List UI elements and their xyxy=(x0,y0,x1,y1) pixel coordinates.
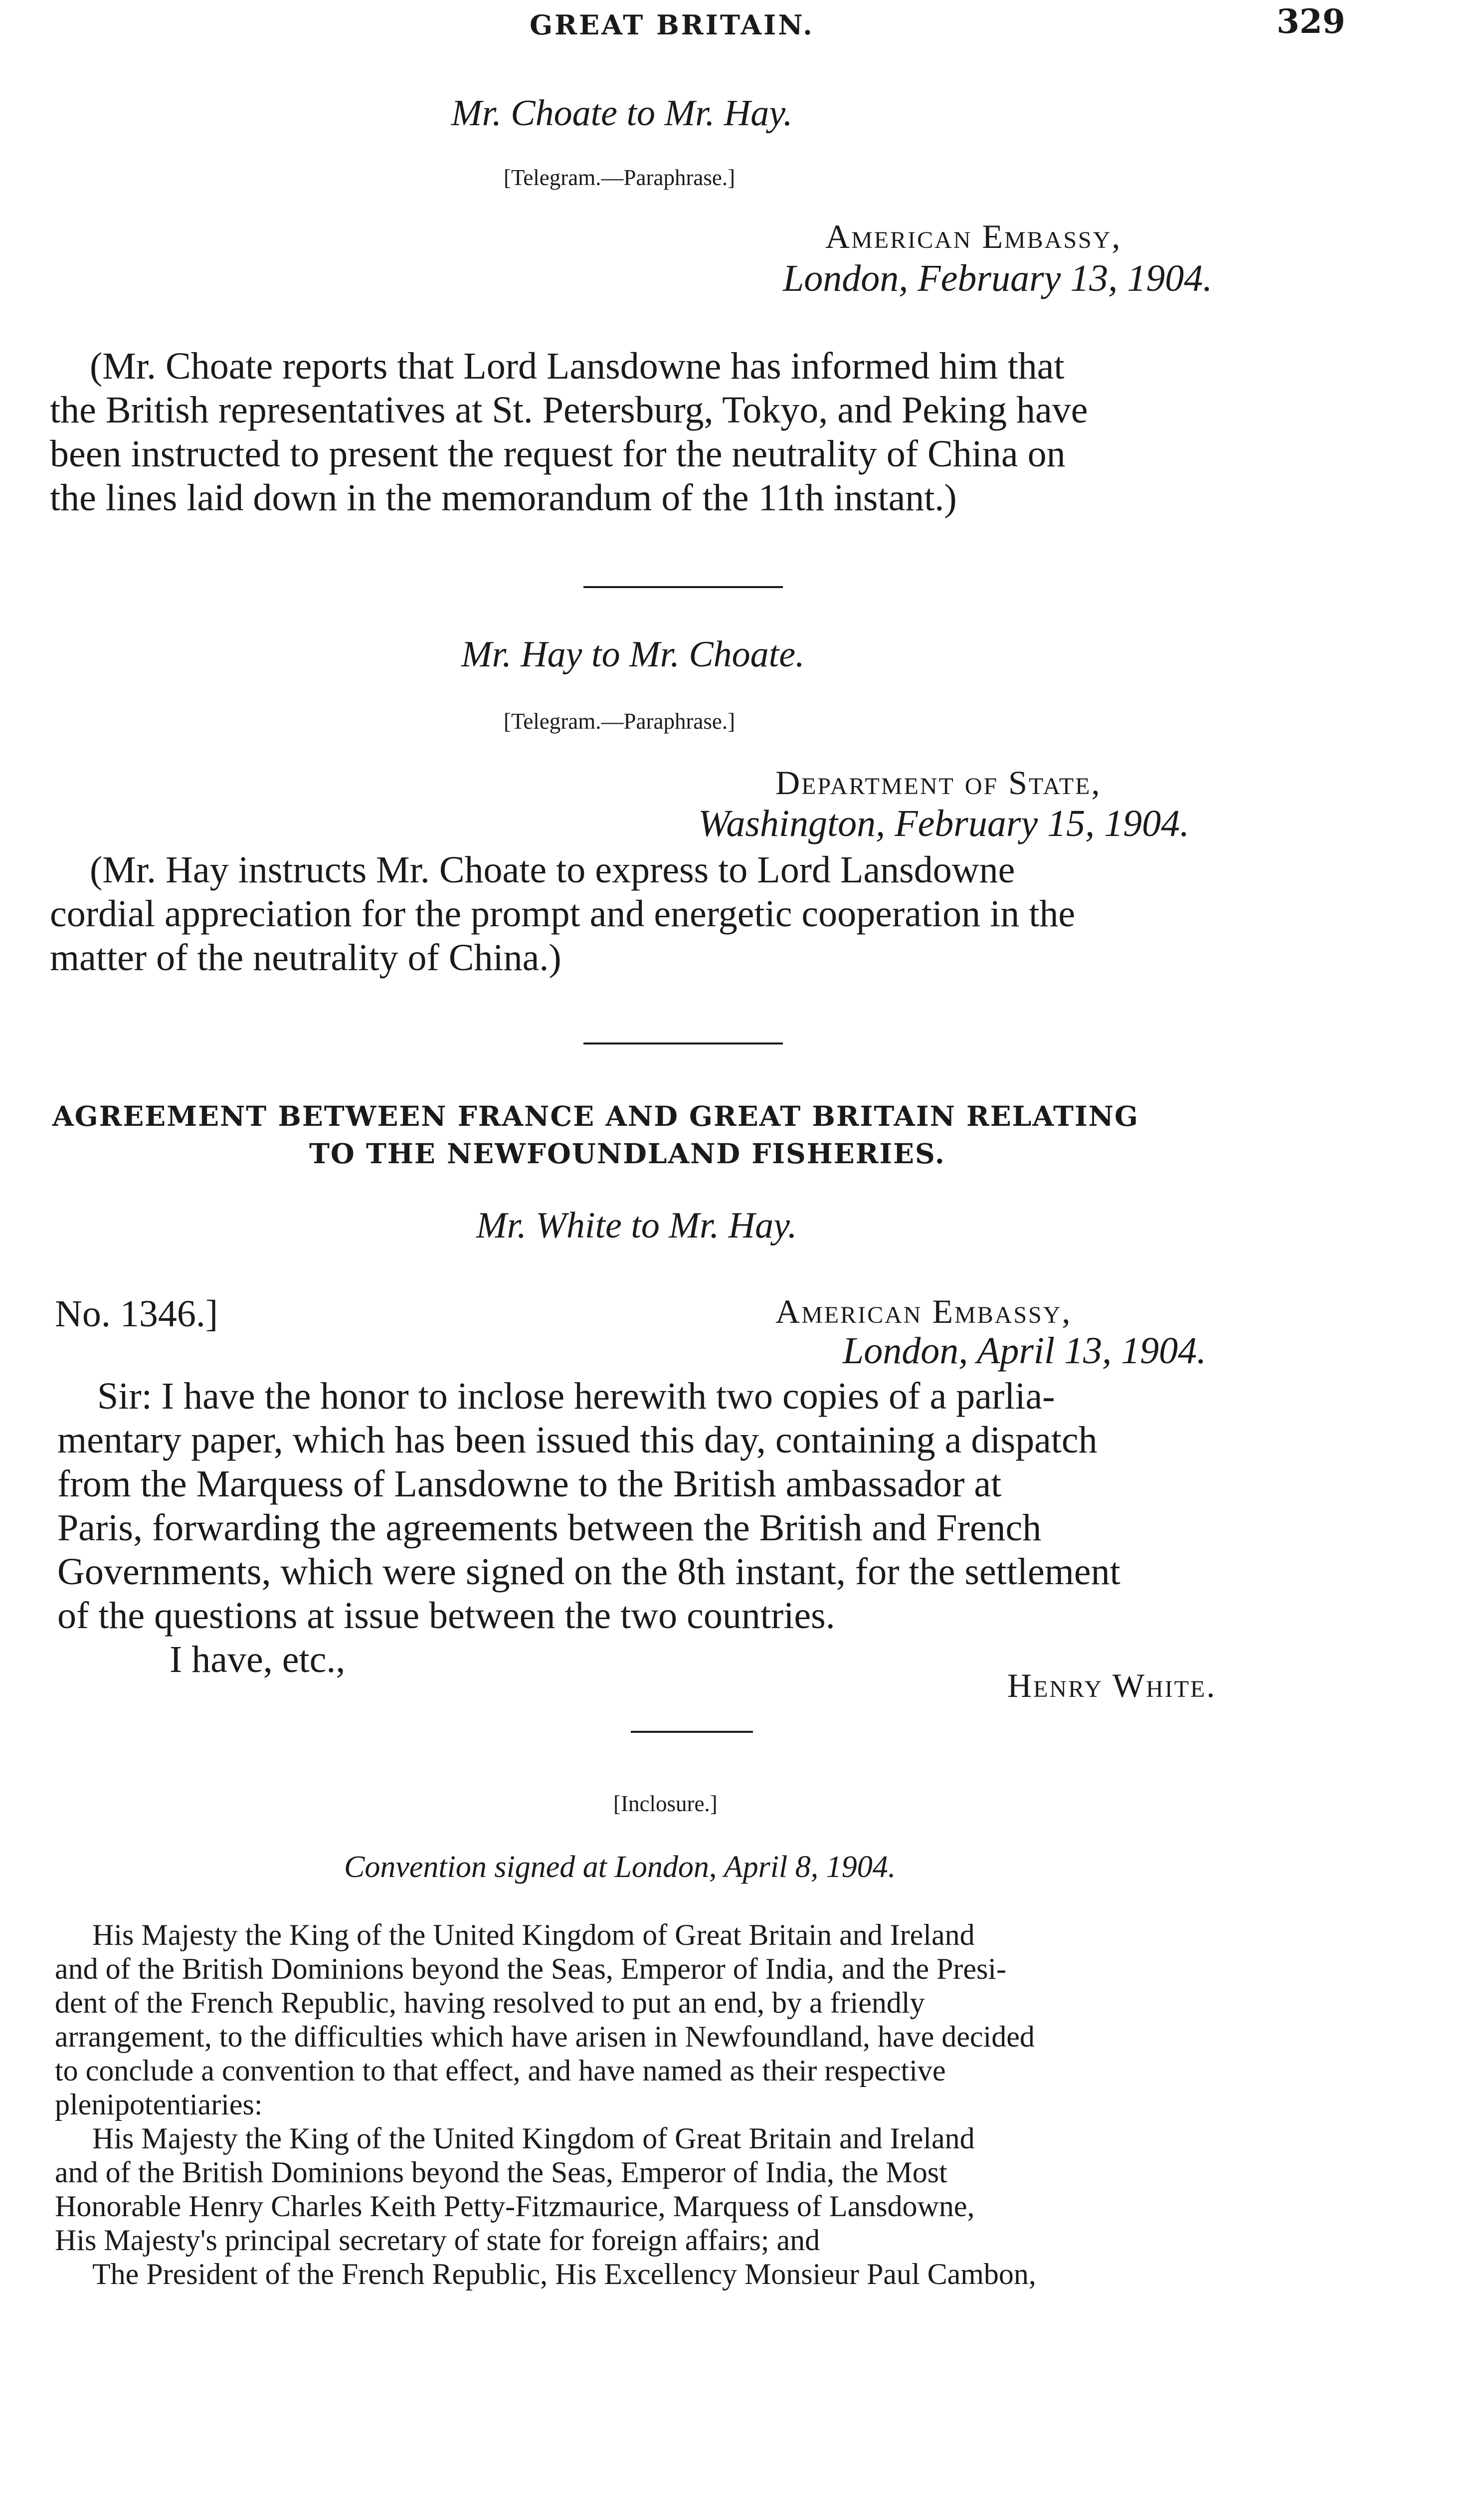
inclosure-body-line: Honorable Henry Charles Keith Petty-Fitzmaurice, Marquess of Lansdowne, xyxy=(55,2190,975,2223)
doc1-place: American Embassy, xyxy=(825,217,1122,255)
page-number: 329 xyxy=(1277,2,1345,41)
inclosure-body-line: His Majesty the King of the United Kingdom of Great Britain and Ireland xyxy=(92,2122,975,2155)
doc2-body-line: (Mr. Hay instructs Mr. Choate to express to Lord Lansdowne xyxy=(90,849,1015,891)
inclosure-body-line: arrangement, to the difficulties which have arisen in Newfoundland, have decided xyxy=(55,2020,1035,2053)
doc3-date-line: London, April 13, 1904. xyxy=(843,1330,1207,1372)
doc2-body-line: matter of the neutrality of China.) xyxy=(50,937,561,979)
section-title-line1: AGREEMENT BETWEEN FRANCE AND GREAT BRITAIN RELATING xyxy=(52,1100,1139,1132)
inclosure-body-line: and of the British Dominions beyond the Seas, Emperor of India, the Most xyxy=(55,2156,947,2189)
doc1-body-line: the British representatives at St. Petersburg, Tokyo, and Peking have xyxy=(50,389,1088,431)
doc1-body-line: been instructed to present the request for the neutrality of China on xyxy=(50,433,1066,475)
doc1-heading: Mr. Choate to Mr. Hay. xyxy=(451,93,793,134)
doc2-body-line: cordial appreciation for the prompt and energetic cooperation in the xyxy=(50,893,1076,935)
inclosure-body-line: to conclude a convention to that effect, and have named as their respective xyxy=(55,2054,946,2087)
inclosure-heading: Convention signed at London, April 8, 1904. xyxy=(344,1850,896,1884)
inclosure-body-line: His Majesty the King of the United Kingdom of Great Britain and Ireland xyxy=(92,1918,975,1951)
doc1-body-line: the lines laid down in the memorandum of the 11th instant.) xyxy=(50,477,957,519)
doc3-signature: Henry White. xyxy=(1007,1666,1217,1704)
doc3-body-line: Governments, which were signed on the 8th instant, for the settlement xyxy=(57,1551,1120,1593)
doc3-body-line: from the Marquess of Lansdowne to the British ambassador at xyxy=(57,1463,1002,1505)
doc3-body-line: mentary paper, which has been issued this day, containing a dispatch xyxy=(57,1419,1098,1461)
doc3-body-line: Sir: I have the honor to inclose herewith two copies of a parlia- xyxy=(97,1375,1055,1417)
doc1-telegram-note: [Telegram.—Paraphrase.] xyxy=(504,165,736,190)
section-title-line2: TO THE NEWFOUNDLAND FISHERIES. xyxy=(309,1137,945,1170)
section-divider xyxy=(631,1731,753,1733)
doc2-place: Department of State, xyxy=(775,764,1102,802)
inclosure-body-line: and of the British Dominions beyond the Seas, Emperor of India, and the Presi- xyxy=(55,1952,1006,1985)
inclosure-body-line: plenipotentiaries: xyxy=(55,2088,263,2121)
inclosure-body-line: dent of the French Republic, having resolved to put an end, by a friendly xyxy=(55,1986,925,2019)
doc3-number: No. 1346.] xyxy=(55,1293,218,1335)
doc1-date-line: London, February 13, 1904. xyxy=(783,257,1213,299)
doc1-body-line: (Mr. Choate reports that Lord Lansdowne has informed him that xyxy=(90,345,1065,387)
doc3-body-line: Paris, forwarding the agreements between the British and French xyxy=(57,1507,1042,1549)
doc3-place: American Embassy, xyxy=(775,1292,1072,1330)
inclosure-body-line: His Majesty's principal secretary of state for foreign affairs; and xyxy=(55,2224,820,2257)
doc3-heading: Mr. White to Mr. Hay. xyxy=(476,1205,797,1246)
inclosure-body-line: The President of the French Republic, His Excellency Monsieur Paul Cambon, xyxy=(92,2258,1036,2290)
doc3-closing: I have, etc., xyxy=(170,1639,346,1680)
running-title: GREAT BRITAIN. xyxy=(530,9,814,41)
doc2-date-line: Washington, February 15, 1904. xyxy=(698,803,1190,844)
doc2-telegram-note: [Telegram.—Paraphrase.] xyxy=(504,709,736,734)
doc3-body-line: of the questions at issue between the two countries. xyxy=(57,1595,835,1637)
inclosure-label: [Inclosure.] xyxy=(613,1791,718,1816)
doc2-heading: Mr. Hay to Mr. Choate. xyxy=(461,634,805,675)
section-divider xyxy=(583,586,783,588)
section-divider xyxy=(583,1042,783,1044)
